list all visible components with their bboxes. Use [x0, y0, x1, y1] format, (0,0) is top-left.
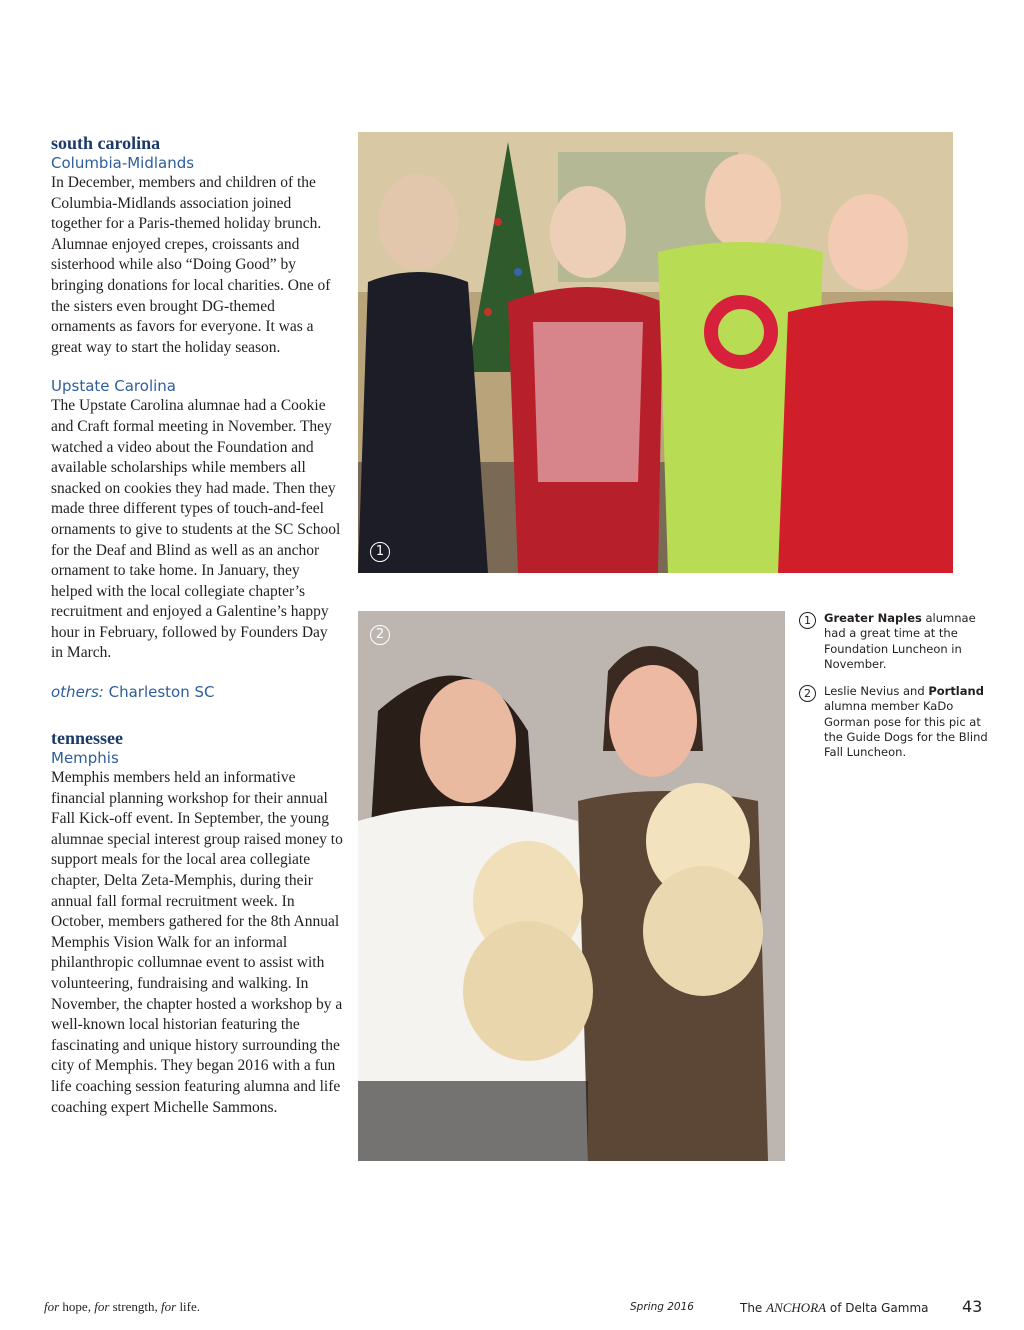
association-heading-upstate-carolina: Upstate Carolina — [51, 377, 176, 396]
photo-greater-naples-illustration — [358, 132, 953, 573]
tagline-hope: hope, — [59, 1299, 95, 1314]
page-number: 43 — [962, 1297, 983, 1316]
others-line — [51, 682, 343, 702]
association-heading-memphis: Memphis — [51, 749, 119, 768]
caption-1-bold: Greater Naples — [824, 611, 922, 625]
photo-captions — [799, 611, 989, 773]
tagline-for-1: for — [44, 1299, 60, 1314]
tagline-for-3: for — [161, 1299, 177, 1314]
others-value: Charleston SC — [108, 683, 215, 702]
state-heading-south-carolina: south carolina — [51, 133, 161, 153]
tagline-life: life. — [176, 1299, 201, 1314]
state-heading-tennessee: tennessee — [51, 728, 123, 749]
photo-guide-dogs-illustration — [358, 611, 785, 1161]
caption-2-pre: Leslie Nevius and — [824, 684, 929, 699]
others-label: others: — [51, 683, 104, 702]
caption-1-text: alumnae had a great time at the Foundation Luncheon in November. — [824, 611, 976, 671]
masthead-of-dg: of Delta Gamma — [826, 1301, 929, 1315]
photo-number-1: 1 — [370, 542, 390, 562]
association-heading-columbia-midlands: Columbia-Midlands — [51, 154, 195, 172]
columbia-midlands-paragraph: In December, members and children of the Columbia-Midlands association joined together for a Paris-themed holiday brunch. Alumnae enjoyed crepes, croissants and sisterhood while also “Doing Good” by bringing donations for local charities. One of the sisters even brought DG-themed ornaments as favors for everyone. It was a great way to start the holiday season. — [51, 174, 331, 356]
masthead-anchora: ANCHORA — [766, 1300, 827, 1315]
caption-number-2: 2 — [799, 685, 816, 702]
memphis-paragraph: Memphis members held an informative financial planning workshop for their annual Fall Kick-off event. In September, the young alumnae special interest group raised money to support meals for the local area collegiate chapter, Delta Zeta-Memphis, during their annual fall formal recruitment week. In October, members gathered for the 8th Annual Memphis Vision Walk for an informal philanthropic collumnae event to assist with volunteering, fundraising and walking. In November, the chapter hosted a workshop by a well-known local historian featuring the fascinating and unique history surrounding the city of Memphis. They began 2016 with a fun life coaching session featuring alumna and life coaching expert Michelle Sammons. — [51, 769, 343, 1116]
caption-2-text: alumna member KaDo Gorman pose for this pic at the Guide Dogs for the Blind Fall Luncheon. — [824, 699, 988, 760]
article-column — [51, 133, 343, 1118]
footer-tagline — [44, 1299, 200, 1315]
caption-number-1: 1 — [799, 612, 816, 629]
footer-masthead — [740, 1300, 929, 1316]
caption-2-bold: Portland — [928, 684, 984, 699]
page-footer — [0, 1297, 1024, 1321]
tagline-for-2: for — [94, 1299, 110, 1314]
photo-number-2: 2 — [370, 625, 390, 645]
footer-issue: Spring 2016 — [630, 1301, 694, 1313]
masthead-the: The — [740, 1301, 767, 1315]
upstate-carolina-paragraph: The Upstate Carolina alumnae had a Cookie and Craft formal meeting in November. They watched a video about the Foundation and available scholarships while members all snacked on cookies they had made. Then they made three different types of touch-and-feel ornaments to give to students at the SC School for the Deaf and Blind as well as an anchor ornament to take home. In January, they helped with the local collegiate chapter’s recruitment and enjoyed a Galentine’s happy hour in February, followed by Founders Day in March. — [51, 397, 341, 662]
tagline-strength: strength, — [109, 1299, 162, 1314]
photo-guide-dogs-luncheon — [358, 611, 785, 1161]
caption-2 — [799, 684, 989, 760]
photo-greater-naples-alumnae — [358, 132, 953, 573]
caption-1 — [799, 611, 989, 672]
